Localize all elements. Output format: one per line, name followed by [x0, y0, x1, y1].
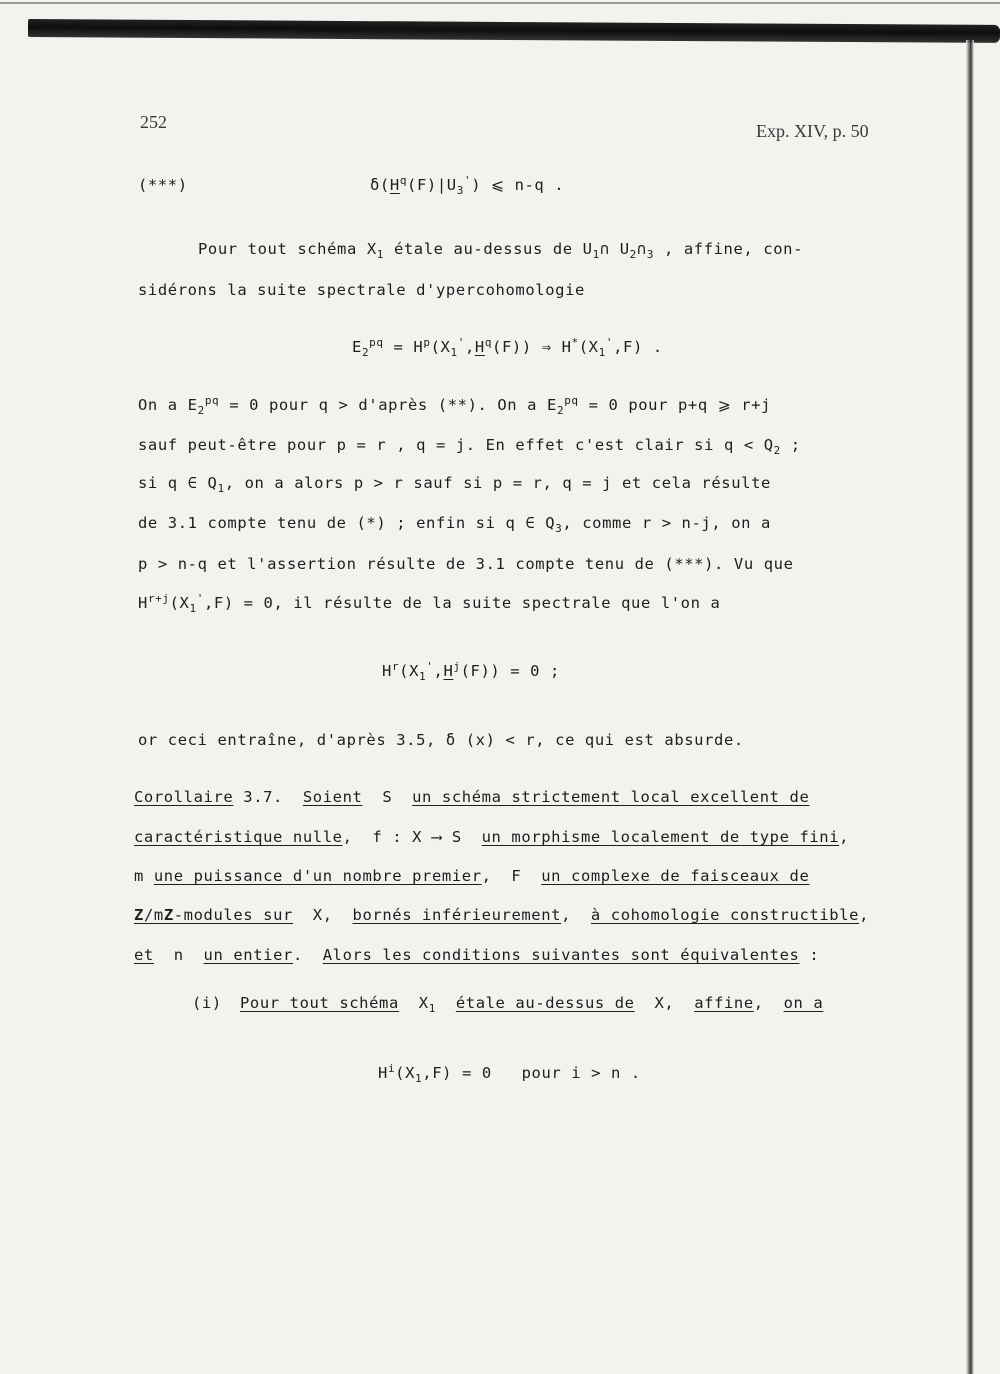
equation-label: (***) [138, 176, 188, 194]
item-i-label: (i) [192, 994, 222, 1012]
running-title: Exp. XIV, p. 50 [756, 121, 869, 141]
corollary-line-2: caractéristique nulle, f : X ⟶ S un morphisme localement de type fini, [134, 828, 850, 846]
equation-2: $E_2^{pq} = H^p(X_1',H^q(F))$ ⇒ $H^*(X_1',F)$ . [352, 335, 663, 360]
equation-1: $\delta(H^q(F)|U_3')$ ⩽ n-q . [370, 173, 565, 198]
paragraph-2-line-5: p > n-q et l'assertion résulte de 3.1 compte tenu de (***). Vu que [138, 555, 794, 573]
paragraph-1-line-1: Pour tout schéma $X_1$ étale au-dessus de $U_1\cap$ $U_2\cap_3$ , affine, con- [198, 240, 804, 262]
paragraph-2-line-3: si q ∈ $Q_1$, on a alors p > r sauf si p = r, q = j et cela résulte [138, 474, 771, 496]
corollary-line-3: m une puissance d'un nombre premier, F un complexe de faisceaux de [134, 867, 810, 885]
corollary-block: Corollaire 3.7. Soient S un schéma strictement local excellent de [134, 788, 810, 806]
scan-binding-shadow [28, 19, 1000, 43]
paragraph-2-line-6: $H^{r+j}(X_1',F) = 0$, il résulte de la suite spectrale que l'on a [138, 591, 721, 616]
paragraph-2-line-4: de 3.1 compte tenu de (*) ; enfin si q ∈ $Q_3$, comme r > n-j, on a [138, 514, 771, 536]
corollary-line-5: et n un entier. Alors les conditions suivantes sont équivalentes : [134, 946, 820, 964]
corollary-line-4: Z/mZ-modules sur X, bornés inférieurement, à cohomologie constructible, [134, 906, 870, 924]
page-number: 252 [140, 112, 167, 132]
paragraph-2-line-2: sauf peut-être pour p = r , q = j. En effet c'est clair si $q < Q_2$ ; [138, 436, 801, 458]
equation-4: $H^i(X_1,F) = 0$ pour i > n . [378, 1061, 641, 1086]
paragraph-2-line-1: On a $E_2^{pq} = 0$ pour q > d'après (**). On a $E_2^{pq} = 0$ pour p+q ⩾ r+j [138, 393, 772, 418]
scan-edge-line [0, 2, 1000, 4]
item-i-text: Pour tout schéma $X_1$ étale au-dessus de X, affine, on a [240, 994, 824, 1016]
paragraph-3: or ceci entraîne, d'après 3.5, δ (x) < r, ce qui est absurde. [138, 731, 744, 749]
equation-3: $H^r(X_1',H^j(F)) = 0$ ; [382, 659, 560, 684]
scan-page-edge [966, 40, 974, 1374]
paragraph-1-line-2: sidérons la suite spectrale d'ypercohomologie [138, 281, 585, 299]
corollary-title: Corollaire [134, 788, 234, 806]
